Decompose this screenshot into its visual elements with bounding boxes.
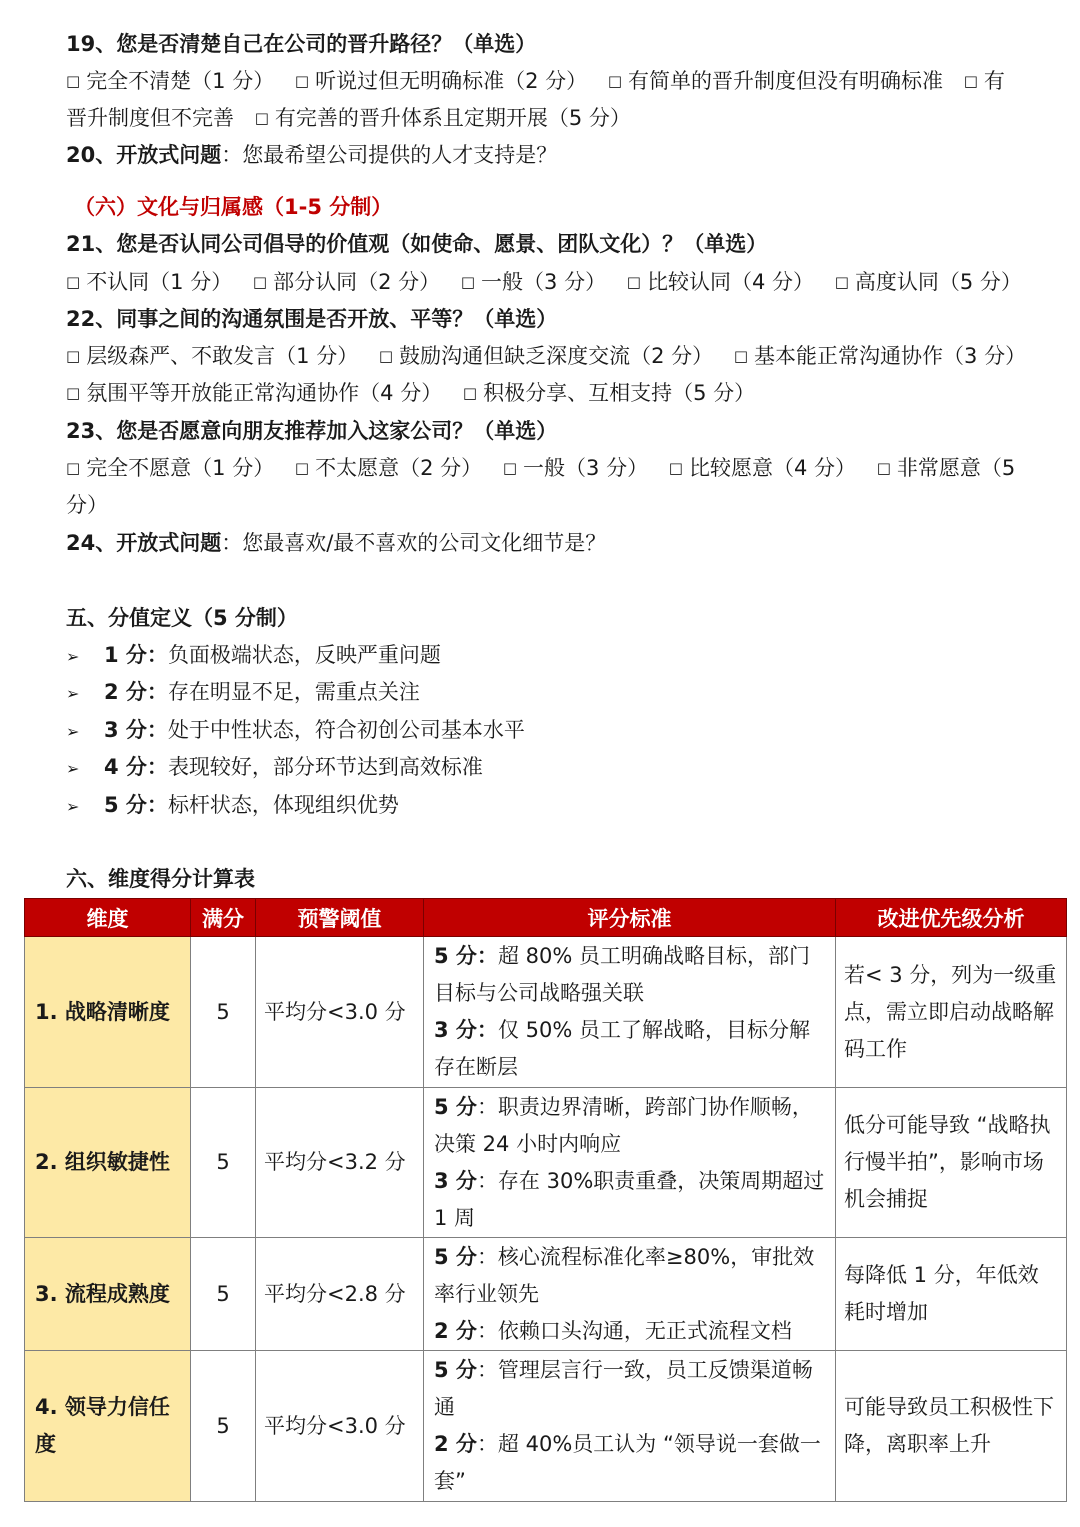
header-priority: 改进优先级分析 [836, 899, 1067, 937]
checkbox-icon[interactable]: □ [607, 72, 623, 90]
option[interactable]: □ 比较认同（4 分） [626, 270, 814, 294]
option-continued: 晋升制度但不完善 [66, 106, 234, 130]
threshold: 平均分<2.8 分 [256, 1238, 424, 1351]
dimension-name: 4. 领导力信任度 [25, 1351, 191, 1502]
checkbox-icon[interactable]: □ [378, 347, 394, 365]
arrow-bullet-icon: ➢ [66, 684, 80, 703]
question-23-options-line2: 分） [66, 493, 108, 517]
checkbox-icon[interactable]: □ [66, 347, 81, 365]
threshold: 平均分<3.2 分 [256, 1088, 424, 1238]
question-20-text: ：您最希望公司提供的人才支持是？ [221, 143, 558, 167]
question-23-title: 23、您是否愿意向朋友推荐加入这家公司？（单选） [66, 419, 558, 443]
option[interactable]: □ 基本能正常沟通协作（3 分） [733, 344, 1027, 368]
checkbox-icon[interactable]: □ [252, 273, 268, 291]
question-19-title: 19、您是否清楚自己在公司的晋升路径？（单选） [66, 32, 537, 56]
score-definition-item: ➢ 4 分：表现较好，部分环节达到高效标准 [66, 749, 1030, 787]
score-definition-item: ➢ 1 分：负面极端状态，反映严重问题 [66, 637, 1030, 675]
checkbox-icon[interactable]: □ [294, 459, 310, 477]
option[interactable]: □ 比较愿意（4 分） [668, 456, 856, 480]
header-criteria: 评分标准 [424, 899, 836, 937]
checkbox-icon[interactable]: □ [66, 273, 81, 291]
table-header-row [25, 899, 1067, 937]
question-22-options-line1 [66, 338, 1030, 375]
question-24 [66, 525, 1030, 562]
table-row [25, 937, 1067, 1088]
dimension-name: 2. 组织敏捷性 [25, 1088, 191, 1238]
arrow-bullet-icon: ➢ [66, 797, 80, 816]
score-definition-item: ➢ 5 分：标杆状态，体现组织优势 [66, 787, 1030, 825]
table-row [25, 1351, 1067, 1502]
checkbox-icon[interactable]: □ [834, 273, 849, 291]
checkbox-icon[interactable]: □ [460, 273, 476, 291]
full-score: 5 [191, 1238, 256, 1351]
priority-analysis: 每降低 1 分，年低效耗时增加 [836, 1238, 1067, 1351]
dimension-score-table [24, 898, 1067, 1502]
question-24-text: ：您最喜欢/最不喜欢的公司文化细节是？ [221, 531, 607, 555]
full-score: 5 [191, 1088, 256, 1238]
option[interactable]: □ 不太愿意（2 分） [294, 456, 483, 480]
dimension-name: 3. 流程成熟度 [25, 1238, 191, 1351]
checkbox-icon[interactable]: □ [876, 459, 891, 477]
question-19-options-line1 [66, 63, 1030, 100]
criteria: 5 分：核心流程标准化率≥80%，审批效率行业领先 2 分：依赖口头沟通，无正式流程文档 [424, 1238, 836, 1351]
question-23-options-line1 [66, 450, 1030, 487]
table-row [25, 1238, 1067, 1351]
option[interactable]: □ 有简单的晋升制度但没有明确标准 [607, 69, 944, 93]
table-row [25, 1088, 1067, 1238]
threshold: 平均分<3.0 分 [256, 1351, 424, 1502]
question-21-options [66, 264, 1030, 301]
full-score: 5 [191, 1351, 256, 1502]
option[interactable]: □ 非常愿意（5 [876, 456, 1016, 480]
criteria: 5 分：管理层言行一致，员工反馈渠道畅通 2 分：超 40%员工认为 “领导说一套做一套” [424, 1351, 836, 1502]
checkbox-icon[interactable]: □ [66, 384, 81, 402]
header-dimension: 维度 [25, 899, 191, 937]
arrow-bullet-icon: ➢ [66, 722, 80, 741]
criteria: 5 分：职责边界清晰，跨部门协作顺畅，决策 24 小时内响应 3 分：存在 30%职责重叠，决策周期超过 1 周 [424, 1088, 836, 1238]
option[interactable]: □ 不认同（1 分） [66, 270, 233, 294]
priority-analysis: 可能导致员工积极性下降，离职率上升 [836, 1351, 1067, 1502]
checkbox-icon[interactable]: □ [963, 72, 978, 90]
table-title: 六、维度得分计算表 [66, 867, 255, 891]
checkbox-icon[interactable]: □ [733, 347, 749, 365]
option[interactable]: □ 有完善的晋升体系且定期开展（5 分） [254, 106, 631, 130]
priority-analysis: 若< 3 分，列为一级重点，需立即启动战略解码工作 [836, 937, 1067, 1088]
checkbox-icon[interactable]: □ [294, 72, 310, 90]
priority-analysis: 低分可能导致 “战略执行慢半拍”，影响市场机会捕捉 [836, 1088, 1067, 1238]
full-score: 5 [191, 937, 256, 1088]
dimension-name: 1. 战略清晰度 [25, 937, 191, 1088]
option[interactable]: □ 完全不愿意（1 分） [66, 456, 275, 480]
question-21-title: 21、您是否认同公司倡导的价值观（如使命、愿景、团队文化）？（单选） [66, 232, 768, 256]
question-24-label: 24、开放式问题 [66, 531, 222, 555]
checkbox-icon[interactable]: □ [254, 109, 269, 127]
option[interactable]: □ 高度认同（5 分） [834, 270, 1022, 294]
question-20 [66, 137, 1030, 174]
header-full-score: 满分 [191, 899, 256, 937]
question-22-title: 22、同事之间的沟通氛围是否开放、平等？（单选） [66, 307, 558, 331]
checkbox-icon[interactable]: □ [502, 459, 518, 477]
option[interactable]: □ 一般（3 分） [460, 270, 607, 294]
score-definition-item: ➢ 2 分：存在明显不足，需重点关注 [66, 674, 1030, 712]
option[interactable]: □ 听说过但无明确标准（2 分） [294, 69, 588, 93]
option[interactable]: □ 积极分享、互相支持（5 分） [462, 381, 756, 405]
section-6-title: （六）文化与归属感（1-5 分制） [74, 195, 393, 219]
checkbox-icon[interactable]: □ [462, 384, 478, 402]
criteria: 5 分：超 80% 员工明确战略目标，部门目标与公司战略强关联 3 分：仅 50% 员工了解战略，目标分解存在断层 [424, 937, 836, 1088]
score-definition-item: ➢ 3 分：处于中性状态，符合初创公司基本水平 [66, 712, 1030, 750]
arrow-bullet-icon: ➢ [66, 647, 80, 666]
question-22-options-line2 [66, 375, 1030, 412]
threshold: 平均分<3.0 分 [256, 937, 424, 1088]
checkbox-icon[interactable]: □ [668, 459, 683, 477]
question-20-label: 20、开放式问题 [66, 143, 222, 167]
option[interactable]: □ 一般（3 分） [502, 456, 649, 480]
checkbox-icon[interactable]: □ [66, 72, 81, 90]
checkbox-icon[interactable]: □ [626, 273, 641, 291]
question-19-options-line2 [66, 100, 1030, 137]
option[interactable]: □ 部分认同（2 分） [252, 270, 441, 294]
option[interactable]: □ 层级森严、不敢发言（1 分） [66, 344, 359, 368]
arrow-bullet-icon: ➢ [66, 759, 80, 778]
score-definition-title: 五、分值定义（5 分制） [66, 606, 298, 630]
option[interactable]: □ 鼓励沟通但缺乏深度交流（2 分） [378, 344, 714, 368]
header-threshold: 预警阈值 [256, 899, 424, 937]
checkbox-icon[interactable]: □ [66, 459, 81, 477]
option[interactable]: □ 有 [963, 69, 1005, 93]
option[interactable]: □ 完全不清楚（1 分） [66, 69, 275, 93]
option[interactable]: □ 氛围平等开放能正常沟通协作（4 分） [66, 381, 443, 405]
